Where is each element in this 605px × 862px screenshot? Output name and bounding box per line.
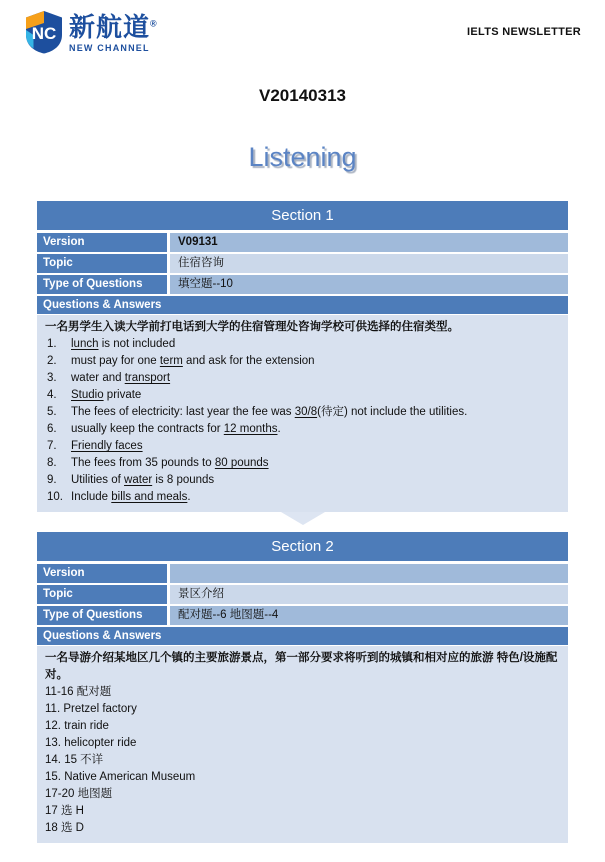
table-row: [37, 254, 568, 273]
row-value: 景区介绍: [170, 585, 568, 604]
qa-item: [45, 438, 558, 455]
qa-intro: 一名导游介绍某地区几个镇的主要旅游景点，第一部分要求将听到的城镇和相对应的旅游 特色/设施配对。: [45, 652, 558, 681]
qa-item: [45, 353, 558, 370]
qa-item: [45, 370, 558, 387]
item-text: helicopter ride: [61, 737, 137, 749]
row-label: Version: [37, 564, 167, 583]
qa-item: [45, 684, 558, 701]
item-text: Friendly faces: [71, 440, 143, 452]
registered-mark: ®: [150, 18, 158, 28]
item-text: must pay for one term and ask for the extension: [71, 355, 315, 367]
item-text: 配对题: [73, 686, 112, 698]
item-number: 17: [45, 805, 58, 817]
table-row: [37, 564, 568, 583]
item-number: 17-20: [45, 788, 75, 800]
item-number: 13.: [45, 737, 61, 749]
section-title: Section 2: [37, 532, 568, 561]
item-text: usually keep the contracts for 12 months.: [71, 423, 281, 435]
item-number: 5.: [47, 406, 57, 418]
item-number: 15.: [45, 771, 61, 783]
section-1: [37, 201, 568, 525]
item-number: 6.: [47, 423, 57, 435]
item-number: 2.: [47, 355, 57, 367]
qa-intro: 一名男学生入读大学前打电话到大学的住宿管理处咨询学校可供选择的住宿类型。: [45, 321, 459, 333]
listening-title: Listening: [248, 142, 357, 172]
brand-logo: [24, 10, 158, 54]
qa-item: [45, 701, 558, 718]
qa-item: [45, 404, 558, 421]
qa-item: [45, 421, 558, 438]
item-text: 选 H: [57, 805, 84, 817]
row-value: 配对题--6 地图题--4: [170, 606, 568, 625]
doc-code: V20140313: [259, 86, 346, 105]
brand-name-cn: 新航道®: [69, 11, 158, 42]
qa-item: [45, 786, 558, 803]
qa-item: [45, 769, 558, 786]
item-text: Include bills and meals.: [71, 491, 191, 503]
masthead: [0, 0, 605, 54]
qa-header: Questions & Answers: [37, 627, 568, 645]
qa-item: [45, 803, 558, 820]
qa-panel: [37, 646, 568, 843]
section-gap: [37, 843, 568, 849]
row-label: Topic: [37, 254, 167, 273]
row-label: Type of Questions: [37, 275, 167, 294]
row-value: [170, 564, 568, 583]
row-value: V09131: [170, 233, 568, 252]
item-number: 8.: [47, 457, 57, 469]
qa-item: [45, 718, 558, 735]
item-text: The fees of electricity: last year the fee was 30/8(待定) not include the utilities.: [71, 406, 468, 418]
qa-item: [45, 489, 558, 506]
row-label: Type of Questions: [37, 606, 167, 625]
item-number: 14.: [45, 754, 61, 766]
qa-item: [45, 472, 558, 489]
item-number: 9.: [47, 474, 57, 486]
qa-item: [45, 820, 558, 837]
qa-item: [45, 336, 558, 353]
table-row: [37, 585, 568, 604]
item-number: 10.: [47, 491, 63, 503]
svg-text:NC: NC: [31, 24, 57, 43]
row-value: 填空题--10: [170, 275, 568, 294]
item-number: 4.: [47, 389, 57, 401]
sections-container: [37, 201, 568, 849]
item-number: 12.: [45, 720, 61, 732]
item-number: 7.: [47, 440, 57, 452]
brand-name-en: NEW CHANNEL: [69, 42, 150, 53]
item-text: Studio private: [71, 389, 142, 401]
item-text: water and transport: [71, 372, 171, 384]
newsletter-label: IELTS NEWSLETTER: [467, 26, 581, 38]
qa-item: [45, 752, 558, 769]
qa-item: [45, 387, 558, 404]
section-2: [37, 532, 568, 849]
item-text: 15 不详: [61, 754, 104, 766]
table-row: [37, 606, 568, 625]
item-text: 选 D: [57, 822, 84, 834]
qa-header: Questions & Answers: [37, 296, 568, 314]
item-text: train ride: [61, 720, 109, 732]
item-number: 1.: [47, 338, 57, 350]
item-number: 18: [45, 822, 58, 834]
shield-icon: [24, 10, 64, 54]
item-text: Native American Museum: [61, 771, 196, 783]
item-number: 3.: [47, 372, 57, 384]
item-number: 11.: [45, 703, 61, 715]
qa-item: [45, 455, 558, 472]
callout-triangle: [281, 512, 325, 525]
item-text: Pretzel factory: [60, 703, 137, 715]
table-row: [37, 275, 568, 294]
item-text: Utilities of water is 8 pounds: [71, 474, 215, 486]
item-text: The fees from 35 pounds to 80 pounds: [71, 457, 269, 469]
table-row: [37, 233, 568, 252]
brand-text: [69, 10, 158, 53]
item-text: 地图题: [74, 788, 113, 800]
item-number: 11-16: [45, 686, 74, 698]
qa-panel: [37, 315, 568, 512]
row-label: Version: [37, 233, 167, 252]
section-title: Section 1: [37, 201, 568, 230]
qa-item: [45, 735, 558, 752]
row-label: Topic: [37, 585, 167, 604]
row-value: 住宿咨询: [170, 254, 568, 273]
item-text: lunch is not included: [71, 338, 176, 350]
